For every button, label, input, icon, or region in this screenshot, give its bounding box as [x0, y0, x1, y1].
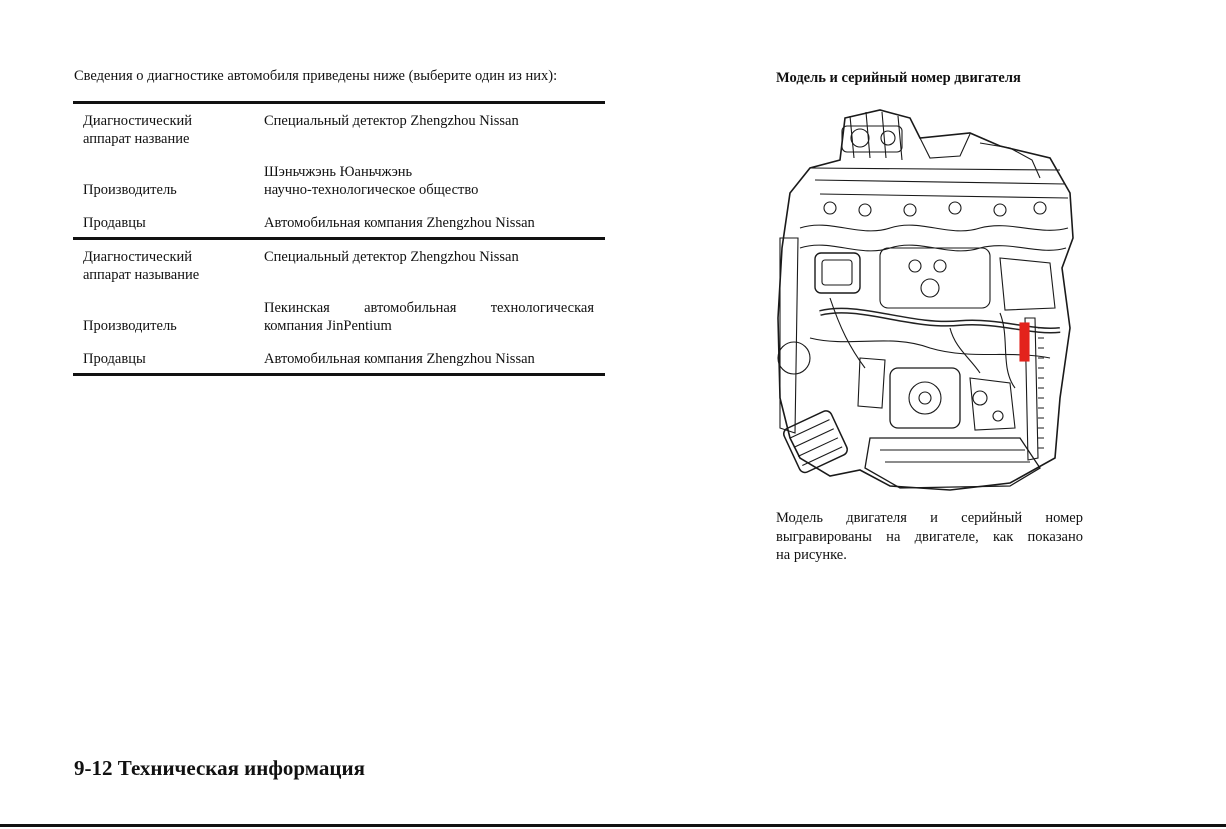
row-label-line: Продавцы	[83, 215, 146, 231]
row-value-line: Специальный детектор Zhengzhou Nissan	[264, 113, 519, 129]
table-row	[73, 299, 605, 335]
caption-line: на рисунке.	[776, 547, 847, 563]
bottom-divider	[0, 824, 1226, 827]
row-value	[264, 214, 594, 232]
row-label	[83, 181, 264, 199]
row-value	[264, 350, 594, 368]
engine-icon	[770, 98, 1088, 498]
row-label-line: аппарат называние	[83, 267, 200, 283]
section-title: Модель и серийный номер двигателя	[776, 70, 1021, 86]
row-value-line: Пекинская автомобильная технологическая	[264, 300, 594, 316]
diagnostic-block	[73, 240, 605, 376]
row-value-line: Автомобильная компания Zhengzhou Nissan	[264, 351, 535, 367]
row-value	[264, 163, 594, 199]
row-value	[264, 112, 594, 130]
table-row	[73, 112, 605, 148]
row-label-line: Производитель	[83, 182, 177, 198]
diagnostic-block	[73, 104, 605, 240]
row-value-line: компания JinPentium	[264, 318, 392, 334]
row-value-line: Автомобильная компания Zhengzhou Nissan	[264, 215, 535, 231]
table-row	[73, 214, 605, 232]
intro-text: Сведения о диагностике автомобиля приведены ниже (выберите один из них):	[74, 68, 558, 84]
page-footer-title: 9-12 Техническая информация	[74, 756, 365, 780]
row-label	[83, 350, 264, 368]
row-label-line: Диагностический	[83, 113, 193, 129]
row-value-line: научно-технологическое общество	[264, 182, 479, 198]
row-label-line: Производитель	[83, 318, 177, 334]
row-value	[264, 248, 594, 266]
row-label	[83, 317, 264, 335]
row-label	[83, 248, 264, 284]
table-row	[73, 350, 605, 368]
caption-line: Модель двигателя и серийный номер	[776, 510, 1083, 526]
row-value	[264, 299, 594, 335]
row-label	[83, 112, 264, 148]
engine-figure	[770, 98, 1088, 498]
row-label-line: Диагностический	[83, 249, 193, 265]
row-label	[83, 214, 264, 232]
caption-line: выгравированы на двигателе, как показано	[776, 528, 1083, 545]
table-row	[73, 248, 605, 284]
row-value-line: Специальный детектор Zhengzhou Nissan	[264, 249, 519, 265]
row-label-line: аппарат название	[83, 131, 190, 147]
table-row	[73, 163, 605, 199]
row-value-line: Шэньчжэнь Юаньчжэнь	[264, 164, 413, 180]
diagnostic-table	[73, 101, 605, 376]
row-label-line: Продавцы	[83, 351, 146, 367]
figure-caption	[776, 509, 1083, 565]
